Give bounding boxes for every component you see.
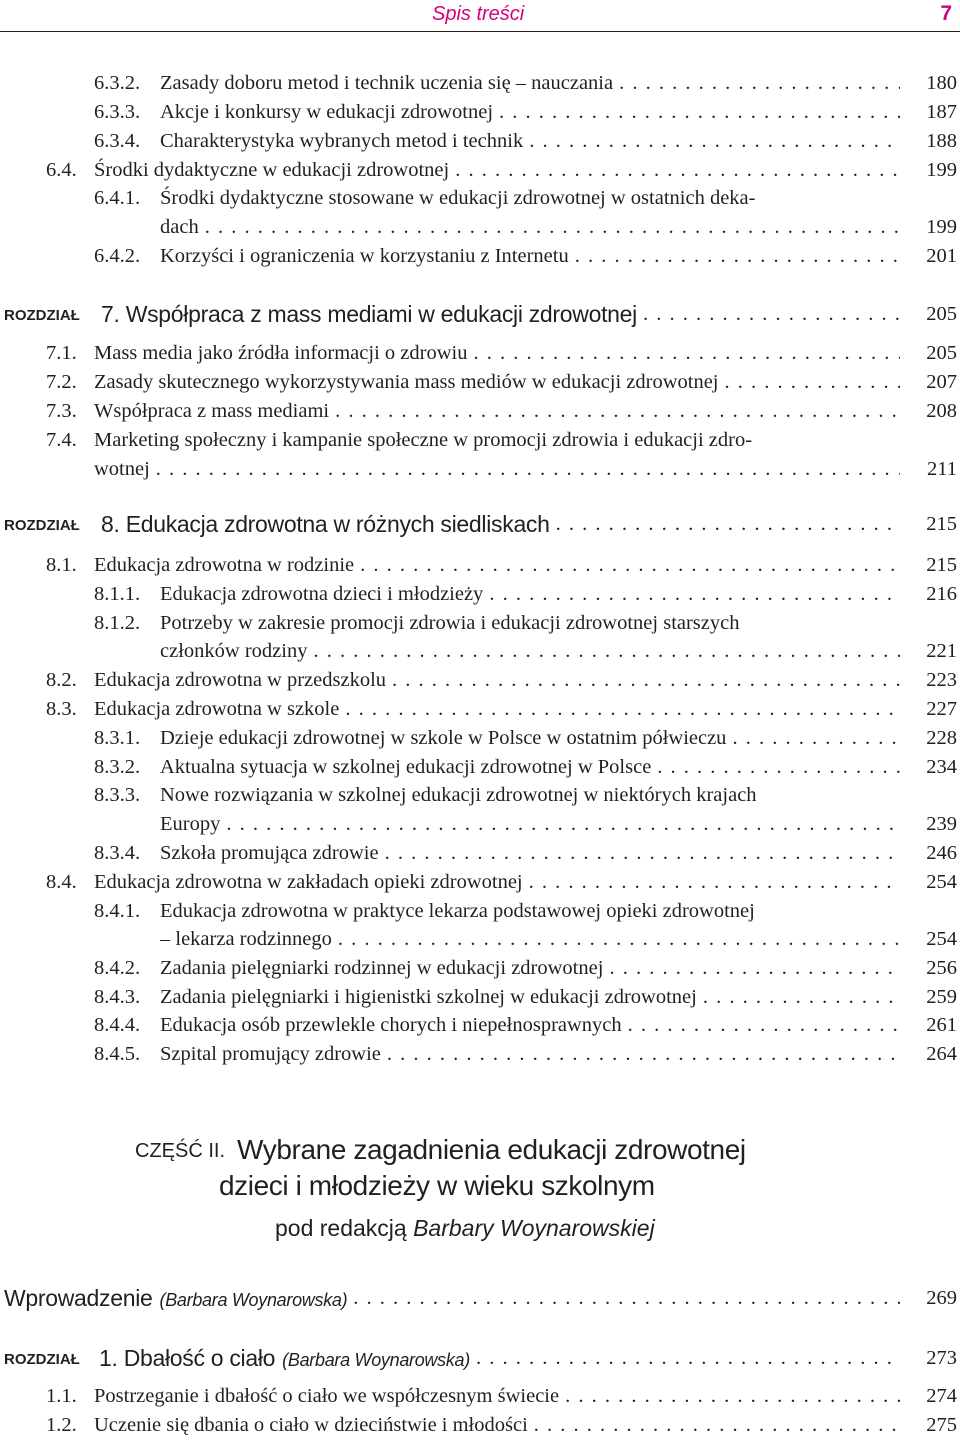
section-title: Aktualna sytuacja w szkolnej edukacji zdrowotnej w Polsce <box>160 756 652 778</box>
dot-leader <box>307 637 900 665</box>
toc-entry <box>0 695 960 723</box>
chapter-heading <box>0 299 960 329</box>
editor-prefix: pod redakcją <box>275 1215 407 1241</box>
toc-entry <box>0 580 960 608</box>
section-title-continuation: dach <box>160 216 199 238</box>
chapter-label: ROZDZIAŁ <box>4 517 80 534</box>
section-number: 1.1. <box>46 1385 77 1407</box>
toc-entry <box>0 666 960 694</box>
toc-entry <box>0 1040 960 1068</box>
section-title: Edukacja zdrowotna w szkole <box>94 698 340 720</box>
intro-entry <box>0 1283 960 1313</box>
header-rule <box>0 31 960 32</box>
page-ref: 246 <box>926 842 957 864</box>
section-number: 6.4. <box>46 159 77 181</box>
page-ref: 211 <box>927 458 957 480</box>
running-title: Spis treści <box>432 3 525 25</box>
page-ref: 208 <box>926 400 957 422</box>
toc-entry <box>0 753 960 781</box>
page-ref: 221 <box>926 640 957 662</box>
page-ref: 274 <box>926 1385 957 1407</box>
section-number: 8.4. <box>46 871 77 893</box>
toc-entry-continuation <box>0 810 960 838</box>
section-title: Edukacja zdrowotna w zakładach opieki zdrowotnej <box>94 871 523 893</box>
page-ref: 227 <box>926 698 957 720</box>
toc-entry <box>0 551 960 579</box>
dot-leader <box>559 1382 900 1410</box>
section-title: Zadania pielęgniarki rodzinnej w edukacji zdrowotnej <box>160 957 604 979</box>
section-number: 8.3. <box>46 698 77 720</box>
page-ref: 187 <box>926 101 957 123</box>
chapter-label: ROZDZIAŁ <box>4 307 80 324</box>
section-title: Edukacja osób przewlekle chorych i niepełnosprawnych <box>160 1014 622 1036</box>
chapter-author: (Barbara Woynarowska) <box>282 1350 470 1370</box>
toc-entry <box>0 426 960 454</box>
dot-leader <box>354 551 900 579</box>
page-ref: 180 <box>926 72 957 94</box>
dot-leader <box>449 156 900 184</box>
dot-leader <box>347 1283 900 1315</box>
section-title: Nowe rozwiązania w szkolnej edukacji zdrowotnej w niektórych krajach <box>160 784 757 806</box>
section-number: 8.3.2. <box>94 756 141 778</box>
chapter-title: Edukacja zdrowotna w różnych siedliskach <box>125 511 550 537</box>
page-ref: 254 <box>926 871 957 893</box>
section-number: 8.4.2. <box>94 957 141 979</box>
page-ref: 264 <box>926 1043 957 1065</box>
chapter-number: 7. <box>101 301 120 327</box>
page-ref: 207 <box>926 371 957 393</box>
section-title: Potrzeby w zakresie promocji zdrowia i edukacji zdrowotnej starszych <box>160 612 740 634</box>
dot-leader <box>651 753 900 781</box>
part-title-line1: Wybrane zagadnienia edukacji zdrowotnej <box>237 1134 746 1165</box>
dot-leader <box>697 983 900 1011</box>
chapter-heading <box>0 509 960 539</box>
dot-leader <box>220 810 900 838</box>
section-title: Zasady doboru metod i technik uczenia się – nauczania <box>160 72 614 94</box>
dot-leader <box>329 397 900 425</box>
toc-entry <box>0 897 960 925</box>
dot-leader <box>470 1343 900 1375</box>
page-ref: 199 <box>926 159 957 181</box>
page-ref: 261 <box>926 1014 957 1036</box>
section-number: 8.3.3. <box>94 784 141 806</box>
section-title-continuation: wotnej <box>94 458 150 480</box>
section-title: Akcje i konkursy w edukacji zdrowotnej <box>160 101 494 123</box>
section-title: Edukacja zdrowotna w praktyce lekarza podstawowej opieki zdrowotnej <box>160 900 755 922</box>
toc-entry <box>0 868 960 896</box>
toc-entry <box>0 1382 960 1410</box>
page-ref: 188 <box>926 130 957 152</box>
dot-leader <box>523 127 900 155</box>
section-number: 6.4.2. <box>94 245 141 267</box>
toc-entry <box>0 98 960 126</box>
dot-leader <box>613 69 900 97</box>
section-title: Środki dydaktyczne w edukacji zdrowotnej <box>94 159 450 181</box>
dot-leader <box>637 299 900 329</box>
dot-leader <box>523 868 900 896</box>
intro-author: (Barbara Woynarowska) <box>159 1290 348 1310</box>
dot-leader <box>483 580 900 608</box>
dot-leader <box>150 455 900 483</box>
dot-leader <box>386 666 900 694</box>
section-number: 7.2. <box>46 371 77 393</box>
chapter-title: Współpraca z mass mediami w edukacji zdrowotnej <box>125 301 637 327</box>
section-number: 8.4.3. <box>94 986 141 1008</box>
section-title: Korzyści i ograniczenia w korzystaniu z Internetu <box>160 245 569 267</box>
section-title: Szpital promujący zdrowie <box>160 1043 381 1065</box>
toc-entry <box>0 609 960 637</box>
section-title: Marketing społeczny i kampanie społeczne w promocji zdrowia i edukacji zdro- <box>94 429 753 451</box>
dot-leader <box>381 1040 900 1068</box>
editor-name: Barbary Woynarowskiej <box>413 1215 655 1241</box>
page-ref: 259 <box>926 986 957 1008</box>
section-number: 8.3.4. <box>94 842 141 864</box>
section-number: 6.3.2. <box>94 72 141 94</box>
section-number: 8.1.1. <box>94 583 141 605</box>
section-title: Edukacja zdrowotna w przedszkolu <box>94 669 387 691</box>
page-number: 7 <box>940 2 952 25</box>
toc-entry-continuation <box>0 925 960 953</box>
section-title: Mass media jako źródła informacji o zdrowiu <box>94 342 468 364</box>
dot-leader <box>493 98 900 126</box>
toc-entry <box>0 127 960 155</box>
section-title: Środki dydaktyczne stosowane w edukacji zdrowotnej w ostatnich deka- <box>160 187 756 209</box>
page-ref: 269 <box>926 1287 957 1309</box>
dot-leader <box>550 509 900 539</box>
toc-entry-continuation <box>0 213 960 241</box>
section-title: Postrzeganie i dbałość o ciało we współczesnym świecie <box>94 1385 560 1407</box>
section-title: Uczenie się dbania o ciało w dzieciństwie i młodości <box>94 1414 528 1436</box>
chapter-number: 8. <box>101 511 120 537</box>
page-ref: 239 <box>926 813 957 835</box>
chapter-number: 1. <box>99 1345 118 1371</box>
page-ref: 234 <box>926 756 957 778</box>
page-ref: 256 <box>926 957 957 979</box>
dot-leader <box>528 1411 900 1439</box>
toc-entry <box>0 368 960 396</box>
page-ref: 273 <box>926 1347 957 1369</box>
section-title: Charakterystyka wybranych metod i technik <box>160 130 524 152</box>
toc-entry <box>0 397 960 425</box>
page-ref: 205 <box>926 303 957 325</box>
section-number: 6.3.4. <box>94 130 141 152</box>
part-label: CZĘŚĆ II. <box>135 1140 226 1162</box>
dot-leader <box>332 925 900 953</box>
section-title: Szkoła promująca zdrowie <box>160 842 379 864</box>
toc-entry <box>0 242 960 270</box>
page-ref: 215 <box>926 513 957 535</box>
section-title-continuation: członków rodziny <box>160 640 308 662</box>
section-number: 8.4.5. <box>94 1043 141 1065</box>
toc-entry <box>0 339 960 367</box>
section-number: 7.1. <box>46 342 77 364</box>
section-title: Edukacja zdrowotna dzieci i młodzieży <box>160 583 484 605</box>
running-header <box>0 0 960 31</box>
section-number: 6.3.3. <box>94 101 141 123</box>
toc-entry <box>0 184 960 212</box>
section-number: 8.4.1. <box>94 900 141 922</box>
intro-title: Wprowadzenie <box>4 1285 153 1311</box>
page-ref: 223 <box>926 669 957 691</box>
chapter-label: ROZDZIAŁ <box>4 1351 80 1368</box>
dot-leader <box>622 1011 900 1039</box>
dot-leader <box>467 339 900 367</box>
toc-entry <box>0 1011 960 1039</box>
toc-entry <box>0 781 960 809</box>
page-ref: 275 <box>926 1414 957 1436</box>
section-number: 1.2. <box>46 1414 77 1436</box>
toc-entry <box>0 954 960 982</box>
toc-entry <box>0 156 960 184</box>
dot-leader <box>719 368 901 396</box>
section-number: 8.1. <box>46 554 77 576</box>
toc-entry-continuation <box>0 637 960 665</box>
dot-leader <box>603 954 900 982</box>
page-ref: 215 <box>926 554 957 576</box>
section-title: Zadania pielęgniarki i higienistki szkolnej w edukacji zdrowotnej <box>160 986 697 1008</box>
dot-leader <box>339 695 900 723</box>
dot-leader <box>379 839 900 867</box>
dot-leader <box>569 242 900 270</box>
page-ref: 205 <box>926 342 957 364</box>
page-ref: 201 <box>926 245 957 267</box>
chapter-title: Dbałość o ciało <box>123 1345 276 1371</box>
toc-entry <box>0 983 960 1011</box>
section-title: Zasady skutecznego wykorzystywania mass mediów w edukacji zdrowotnej <box>94 371 719 393</box>
toc-entry <box>0 839 960 867</box>
part-title-line2: dzieci i młodzieży w wieku szkolnym <box>219 1170 655 1201</box>
toc-entry <box>0 724 960 752</box>
toc-entry <box>0 1411 960 1439</box>
section-title: Dzieje edukacji zdrowotnej w szkole w Polsce w ostatnim półwieczu <box>160 727 727 749</box>
section-number: 7.4. <box>46 429 77 451</box>
section-number: 8.1.2. <box>94 612 141 634</box>
section-title-continuation: – lekarza rodzinnego <box>160 928 332 950</box>
section-title-continuation: Europy <box>160 813 221 835</box>
section-number: 8.3.1. <box>94 727 141 749</box>
part-editor <box>275 1215 655 1242</box>
page-ref: 254 <box>926 928 957 950</box>
section-title: Współpraca z mass mediami <box>94 400 330 422</box>
section-number: 8.2. <box>46 669 77 691</box>
dot-leader <box>199 213 900 241</box>
page-ref: 228 <box>926 727 957 749</box>
section-number: 7.3. <box>46 400 77 422</box>
section-number: 8.4.4. <box>94 1014 141 1036</box>
section-number: 6.4.1. <box>94 187 141 209</box>
chapter-heading <box>0 1343 960 1373</box>
page-ref: 216 <box>926 583 957 605</box>
toc-entry-continuation <box>0 455 960 483</box>
section-title: Edukacja zdrowotna w rodzinie <box>94 554 355 576</box>
toc-entry <box>0 69 960 97</box>
dot-leader <box>726 724 900 752</box>
page-ref: 199 <box>926 216 957 238</box>
